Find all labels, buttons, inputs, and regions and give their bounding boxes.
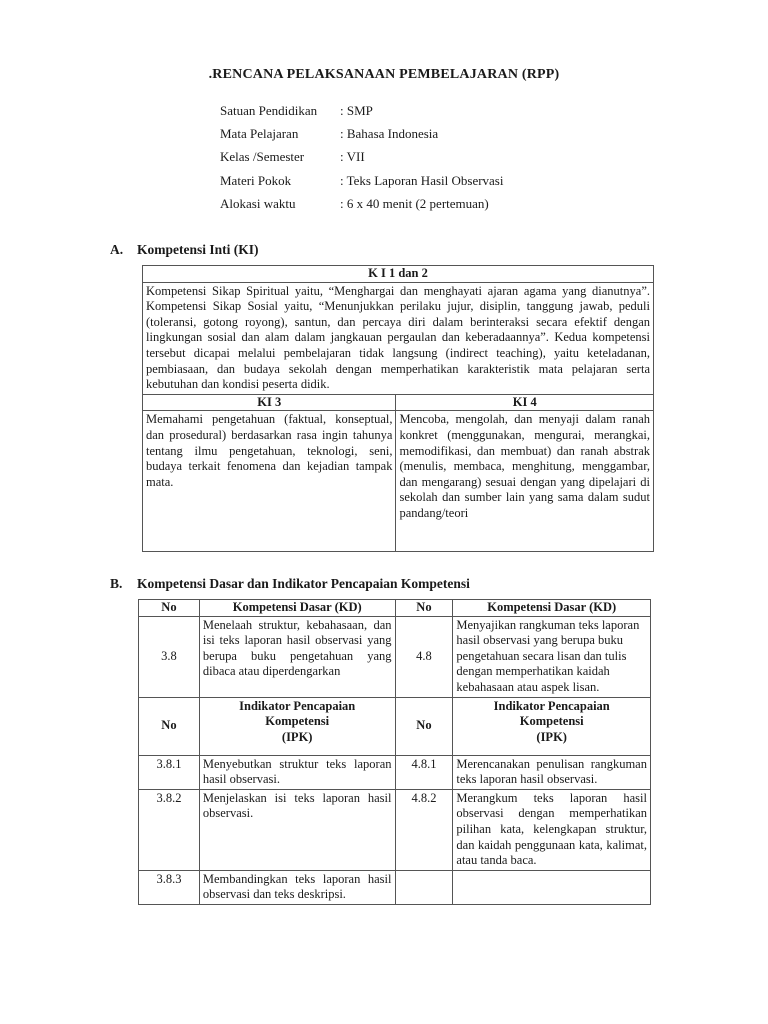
identity-row — [220, 103, 503, 126]
ipk-header-line: Kompetensi — [265, 714, 330, 729]
col-kd-header: Kompetensi Dasar (KD) — [199, 600, 395, 617]
ipk-header — [199, 697, 395, 755]
col-no-header: No — [139, 600, 200, 617]
identity-label: Kelas /Semester — [220, 149, 305, 165]
ipk-text — [453, 870, 651, 904]
identity-value: : 6 x 40 menit (2 pertemuan) — [340, 195, 489, 211]
kd-text: Menyajikan rangkuman teks laporan hasil observasi yang berupa buku pengetahuan secara lisan dan tulis dengan memperhatikan kaidah kebahasaan atau aspek lisan. — [453, 616, 651, 697]
identity-row — [220, 196, 503, 219]
identity-label: Alokasi waktu — [220, 195, 296, 211]
ipk-text: Merencanakan penulisan rangkuman teks laporan hasil observasi. — [453, 755, 651, 789]
ki4-text: Mencoba, mengolah, dan menyaji dalam ranah konkret (menggunakan, mengurai, merangkai, memodifikasi, dan membuat) dan ranah abstrak (menulis, membaca, menghitung, menggambar, dan mengarang) sesuai dengan yang dipelajari di sekolah dan sumber lain yang sama dalam sudut pandang/teori — [396, 411, 654, 552]
identity-label: Materi Pokok — [220, 172, 292, 188]
ipk-text: Merangkum teks laporan hasil observasi dengan memperhatikan pilihan kata, kelengkapan struktur, dan kaidah penggunaan kata, kalimat, atau tanda baca. — [453, 789, 651, 870]
identity-label: Mata Pelajaran — [220, 126, 299, 142]
kd-number: 4.8 — [395, 616, 453, 697]
ki3-text: Memahami pengetahuan (faktual, konseptual, dan prosedural) berdasarkan rasa ingin tahunya tentang ilmu pengetahuan, teknologi, seni, budaya terkait fenomena dan kejadian tampak mata. — [143, 411, 396, 552]
ki4-header: KI 4 — [396, 394, 654, 411]
kd-text: Menelaah struktur, kebahasaan, dan isi teks laporan hasil observasi yang berupa buku pengetahuan yang dibaca atau diperdengarkan — [199, 616, 395, 697]
kd-number: 3.8 — [139, 616, 200, 697]
ki12-text: Kompetensi Sikap Spiritual yaitu, “Menghargai dan menghayati ajaran agama yang dianutnya”. Kompetensi Sikap Sosial yaitu, “Menunjukkan perilaku jujur, disiplin, tanggung jawab, peduli (toleransi, gotong royong), santun, dan percaya diri dalam berinteraksi secara efektif dengan lingkungan sosial dan alam dalam jangkauan pergaulan dan keberadaannya”. Kedua kompetensi tersebut dicapai melalui pembelajaran tidak langsung (indirect teaching), yaitu keteladanan, pembiasaan, dan budaya sekolah dengan memperhatikan karakteristik mata pelajaran serta kebutuhan dan kondisi peserta didik. — [143, 282, 654, 394]
section-a-letter: A. — [110, 242, 124, 257]
identity-row — [220, 149, 503, 172]
col-kd-header: Kompetensi Dasar (KD) — [453, 600, 651, 617]
kd-table — [138, 599, 651, 905]
ipk-number: 4.8.1 — [395, 755, 453, 789]
ipk-text: Menjelaskan isi teks laporan hasil observasi. — [199, 789, 395, 870]
ipk-header-line: Kompetensi — [519, 714, 584, 729]
identity-value: : VII — [340, 149, 365, 165]
document-title: .RENCANA PELAKSANAAN PEMBELAJARAN (RPP) — [208, 67, 560, 82]
section-b-title: Kompetensi Dasar dan Indikator Pencapaian Kompetensi — [137, 576, 470, 591]
ki12-header: K I 1 dan 2 — [143, 266, 654, 283]
section-a-heading — [110, 242, 259, 258]
identity-value: : SMP — [340, 103, 373, 118]
ipk-no-header: No — [395, 697, 453, 755]
identity-value: : Bahasa Indonesia — [340, 126, 439, 142]
ipk-number: 3.8.2 — [139, 789, 200, 870]
ipk-header-line: Indikator Pencapaian — [239, 698, 356, 713]
identity-row — [220, 173, 503, 196]
ipk-header-line: Indikator Pencapaian — [493, 698, 610, 713]
ipk-header-line: (IPK) — [281, 729, 313, 744]
ipk-number: 4.8.2 — [395, 789, 453, 870]
ipk-text: Membandingkan teks laporan hasil observasi dan teks deskripsi. — [199, 870, 395, 904]
section-b-heading — [110, 576, 470, 592]
identity-block — [220, 103, 503, 219]
ipk-number: 3.8.3 — [139, 870, 200, 904]
ipk-number — [395, 870, 453, 904]
ki-table — [142, 265, 654, 552]
identity-value: : Teks Laporan Hasil Observasi — [340, 172, 504, 188]
ipk-number: 3.8.1 — [139, 755, 200, 789]
ki3-header: KI 3 — [143, 394, 396, 411]
ipk-text: Menyebutkan struktur teks laporan hasil observasi. — [199, 755, 395, 789]
ipk-no-header: No — [139, 697, 200, 755]
identity-row — [220, 126, 503, 149]
identity-label: Satuan Pendidikan — [220, 103, 318, 118]
ipk-header-line: (IPK) — [536, 729, 567, 744]
section-a-title: Kompetensi Inti (KI) — [137, 242, 259, 257]
col-no-header: No — [395, 600, 453, 617]
ipk-header — [453, 697, 651, 755]
section-b-letter: B. — [110, 576, 123, 591]
